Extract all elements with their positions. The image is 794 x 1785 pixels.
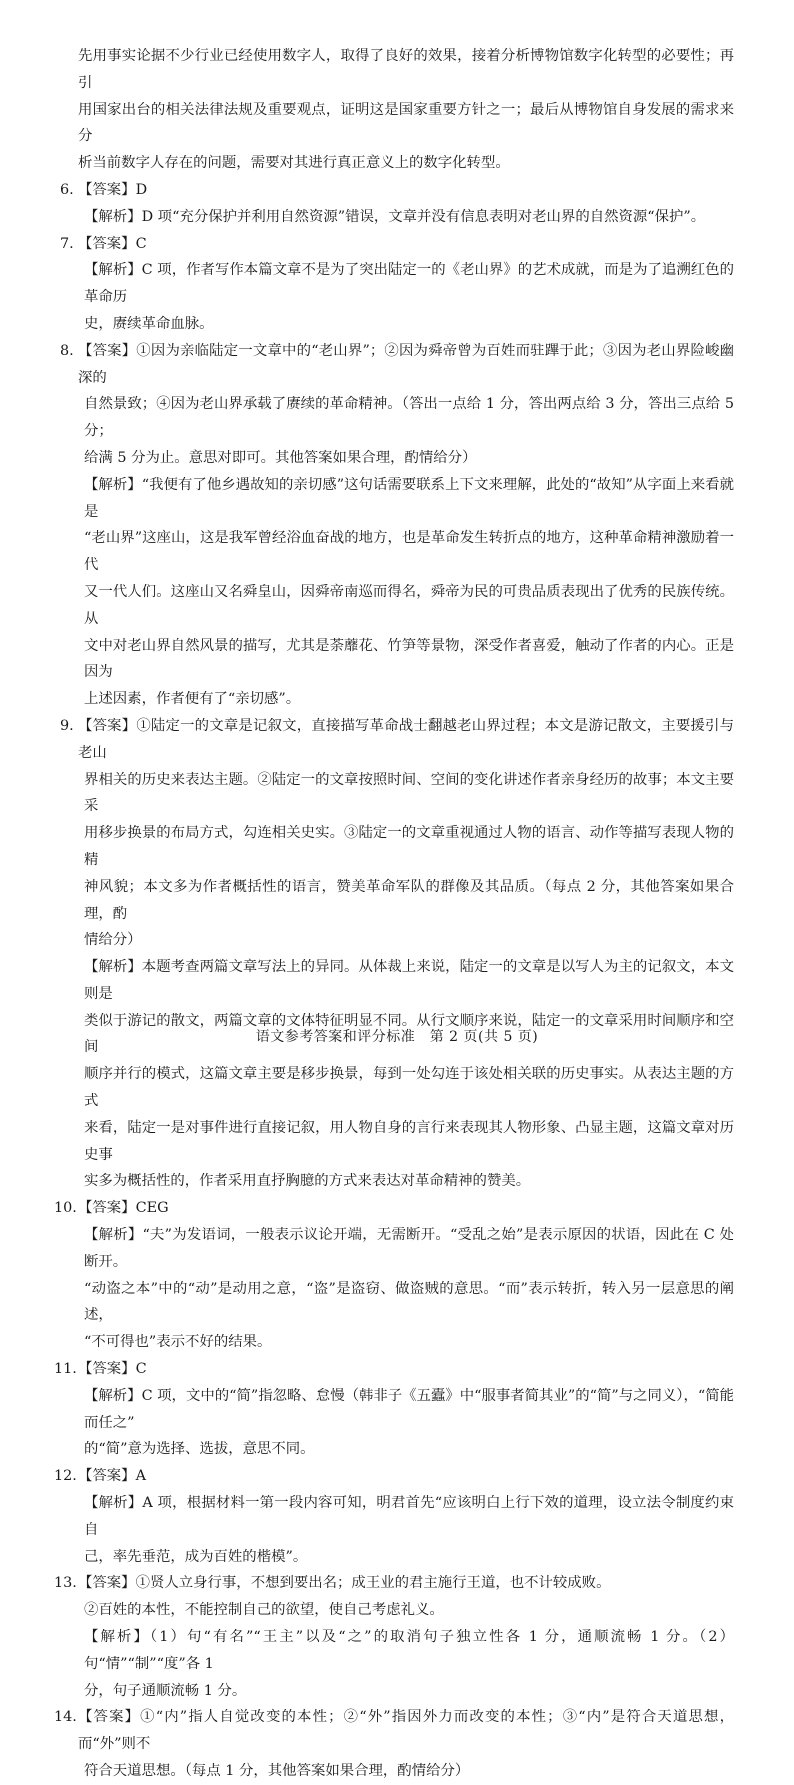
page-content (54, 43, 734, 1785)
text-line: 析当前数字人存在的问题，需要对其进行真正意义上的数字化转型。 (78, 155, 510, 172)
analysis-line: 上述因素，作者便有了“亲切感”。 (84, 691, 301, 708)
question-number: 6. (60, 181, 74, 198)
answer-line: 【答案】①陆定一的文章是记叙文，直接描写革命战士翻越老山界过程；本文是游记散文，主要援引与老山 (78, 717, 734, 761)
question-14 (54, 1704, 734, 1784)
analysis-line: 文中对老山界自然风景的描写，尤其是荼蘼花、竹笋等景物，深受作者喜爱，触动了作者的内心。正是因为 (84, 637, 734, 681)
answer-line: 【答案】①“内”指人自觉改变的本性；②“外”指因外力而改变的本性；③“内”是符合天道思想，而“外”则不 (78, 1709, 734, 1753)
answer-line: 给满 5 分为止。意思对即可。其他答案如果合理，酌情给分） (84, 449, 477, 466)
analysis-line: 史，赓续革命血脉。 (84, 315, 214, 332)
question-number: 11. (54, 1361, 77, 1378)
text-line: 先用事实论据不少行业已经使用数字人，取得了良好的效果，接着分析博物馆数字化转型的必要性；再引 (78, 48, 734, 91)
analysis-line: 分，句子通顺流畅 1 分。 (84, 1682, 247, 1699)
question-6 (60, 177, 734, 231)
answer-line: 【答案】A (78, 1468, 146, 1485)
answer-line: 【答案】①因为亲临陆定一文章中的“老山界”；②因为舜帝曾为百姓而驻蹕于此；③因为老山界险峻幽深的 (78, 342, 734, 386)
question-number: 8. (60, 342, 74, 359)
analysis-line: 【解析】本题考查两篇文章写法上的异同。从体裁上来说，陆定一的文章是以写人为主的记叙文，本文则是 (84, 959, 734, 1002)
answer-line: 情给分） (84, 932, 142, 949)
answer-line: 界相关的历史来表达主题。②陆定一的文章按照时间、空间的变化讲述作者亲身经历的故事；本文主要采 (84, 771, 734, 815)
analysis-line: 来看，陆定一是对事件进行直接记叙，用人物自身的言行来表现其人物形象、凸显主题，这篇文章对历史事 (84, 1119, 734, 1163)
analysis-line: 【解析】D 项“充分保护并利用自然资源”错误，文章并没有信息表明对老山界的自然资源“保护”。 (84, 208, 706, 225)
answer-line: 自然景致；④因为老山界承载了赓续的革命精神。（答出一点给 1 分，答出两点给 3 分，答出三点给 5 分； (84, 396, 734, 440)
answer-line: 【答案】D (78, 181, 148, 198)
answer-line: 【答案】CEG (78, 1200, 169, 1217)
analysis-line: 己，率先垂范，成为百姓的楷模”。 (84, 1548, 308, 1565)
question-number: 10. (54, 1200, 77, 1217)
question-number: 12. (54, 1468, 77, 1485)
analysis-line: 的“简”意为选择、选拔，意思不同。 (84, 1441, 315, 1458)
analysis-line: 【解析】A 项，根据材料一第一段内容可知，明君首先“应该明白上行下效的道理，设立法令制度约束自 (84, 1495, 734, 1538)
answer-line: 用移步换景的布局方式，勾连相关史实。③陆定一的文章重视通过人物的语言、动作等描写表现人物的精 (84, 825, 734, 868)
analysis-line: “老山界”这座山，这是我军曾经浴血奋战的地方，也是革命发生转折点的地方，这种革命精神激励着一代 (84, 530, 734, 574)
analysis-line: 【解析】C 项，文中的“简”指忽略、怠慢（韩非子《五蠹》中“服事者简其业”的“简”与之同义），“简能而任之” (84, 1387, 734, 1431)
analysis-line: “动盗之本”中的“动”是动用之意，“盗”是盗窃、做盗贼的意思。“而”表示转折，转入另一层意思的阐述， (84, 1280, 734, 1324)
answer-line: ②百姓的本性，不能控制自己的欲望，使自己考虑礼义。 (84, 1602, 444, 1619)
question-number: 14. (54, 1709, 77, 1726)
answer-line: 符合天道思想。（每点 1 分，其他答案如果合理，酌情给分） (84, 1763, 470, 1779)
analysis-line: 【解析】（1）句“有名”“王主”以及“之”的取消句子独立性各 1 分，通顺流畅 1 分。（2）句“情”“制”“度”各 1 (84, 1629, 734, 1672)
answer-line: 【答案】C (78, 1361, 147, 1378)
question-13 (54, 1570, 734, 1704)
analysis-line: 顺序并行的模式，这篇文章主要是移步换景，每到一处勾连于该处相关联的历史事实。从表达主题的方式 (84, 1066, 734, 1110)
analysis-line: 【解析】C 项，作者写作本篇文章不是为了突出陆定一的《老山界》的艺术成就，而是为了追溯红色的革命历 (84, 262, 734, 306)
analysis-line: 又一代人们。这座山又名舜皇山，因舜帝南巡而得名，舜帝为民的可贵品质表现出了优秀的民族传统。从 (84, 583, 734, 627)
question-number: 13. (54, 1575, 77, 1592)
question-9 (60, 713, 734, 1195)
analysis-line: 实多为概括性的，作者采用直抒胸臆的方式来表达对革命精神的赞美。 (84, 1173, 531, 1190)
answer-line: 神风貌；本文多为作者概括性的语言，赞美革命军队的群像及其品质。（每点 2 分，其他答案如果合理，酌 (84, 878, 734, 922)
analysis-line: 【解析】“我便有了他乡遇故知的亲切感”这句话需要联系上下文来理解，此处的“故知”从字面上来看就是 (84, 476, 734, 520)
analysis-line: 【解析】“夫”为发语词，一般表示议论开端，无需断开。“受乱之始”是表示原因的状语，因此在 C 处断开。 (84, 1227, 734, 1270)
question-8 (60, 338, 734, 713)
question-12 (54, 1463, 734, 1570)
question-number: 9. (60, 717, 74, 734)
lead-paragraph (78, 43, 734, 177)
answer-line: 【答案】①贤人立身行事，不想到要出名；成王业的君主施行王道，也不计较成败。 (78, 1575, 611, 1592)
question-11 (54, 1356, 734, 1463)
question-number: 7. (60, 235, 74, 252)
question-7 (60, 231, 734, 338)
answer-line: 【答案】C (78, 235, 147, 252)
text-line: 用国家出台的相关法律法规及重要观点，证明这是国家重要方针之一；最后从博物馆自身发展的需求来分 (78, 101, 734, 145)
analysis-line: “不可得也”表示不好的结果。 (84, 1334, 272, 1351)
page-footer: 语文参考答案和评分标准 第 2 页(共 5 页) (255, 1029, 539, 1045)
analysis-line: 类似于游记的散文，两篇文章的文体特征明显不同。从行文顺序来说，陆定一的文章采用时间顺序和空间 (84, 1012, 734, 1056)
question-10 (54, 1195, 734, 1356)
